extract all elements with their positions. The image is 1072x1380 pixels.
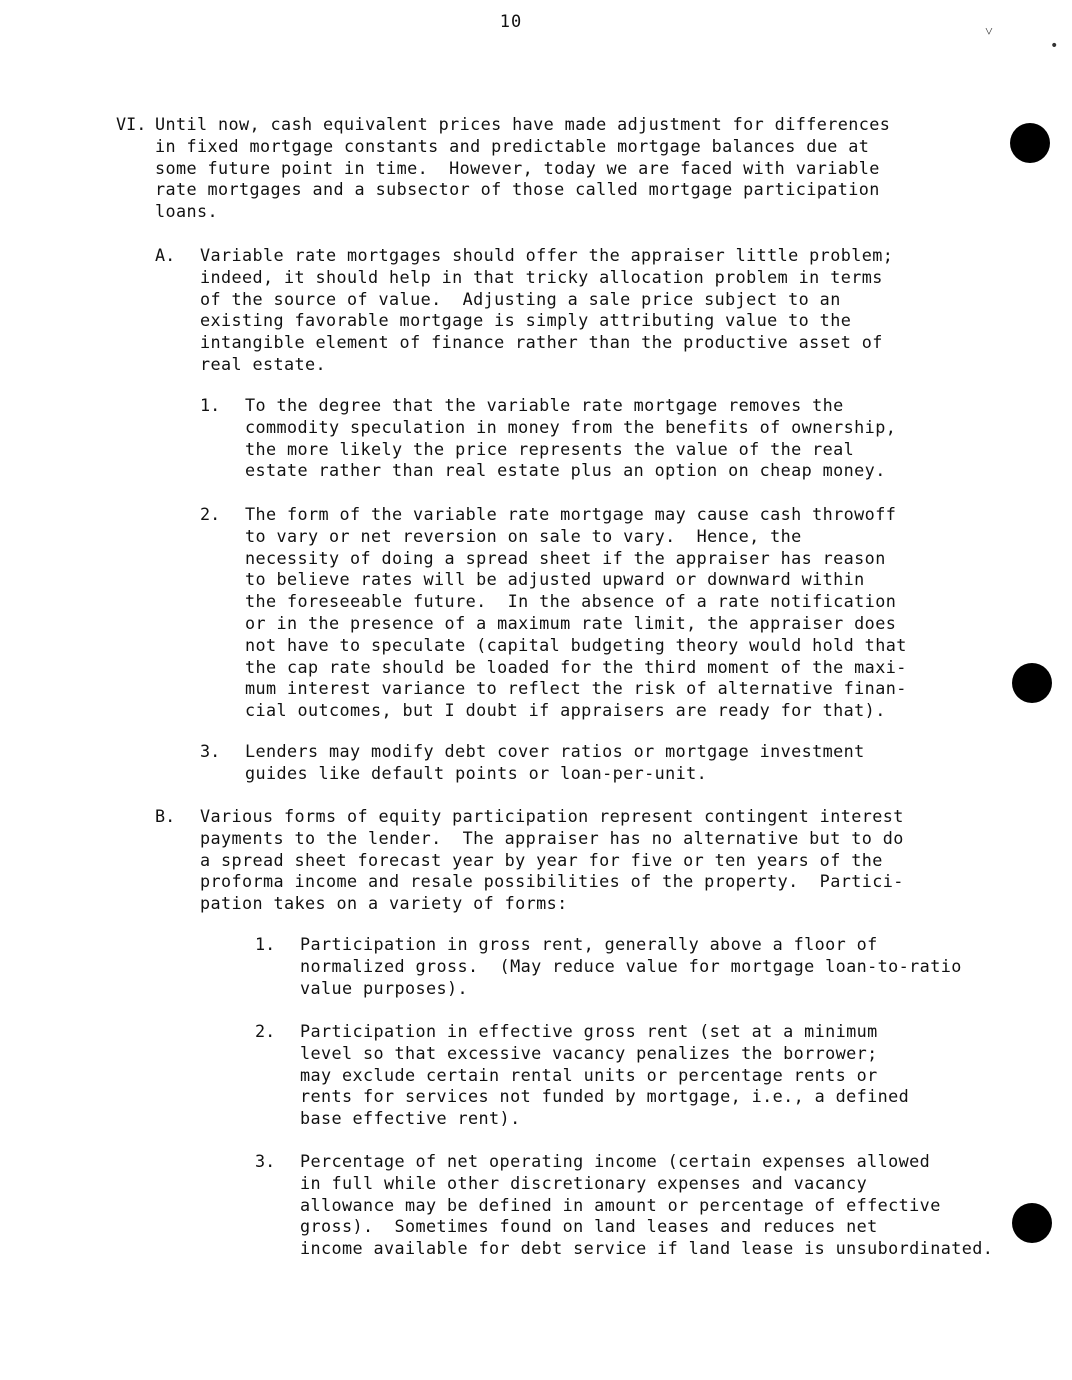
- item-a-label: A.: [155, 245, 176, 265]
- section-vi-label: VI.: [116, 114, 147, 134]
- item-b1-label: 1.: [255, 934, 276, 954]
- item-a1-label: 1.: [200, 395, 221, 415]
- item-b-text: Various forms of equity participation represent contingent interest payments to the lender. The appraiser has no alternative but to do a spread sheet forecast year by year for five or ten years of the proforma income and resale possibilities of the property. Partici- pation takes on a variety of forms:: [200, 806, 904, 914]
- item-b-label: B.: [155, 806, 176, 826]
- item-b3-label: 3.: [255, 1151, 276, 1171]
- item-a1-text: To the degree that the variable rate mortgage removes the commodity speculation in money from the benefits of ownership, the more likely the price represents the value of the real estate rather than real estate plus an option on cheap money.: [245, 395, 897, 481]
- section-vi-text: Until now, cash equivalent prices have made adjustment for differences in fixed mortgage constants and predictable mortgage balances due at some future point in time. However, today we are faced with variable rate mortgages and a subsector of those called mortgage participation loans.: [155, 114, 891, 222]
- binder-hole-bottom: [1012, 1203, 1052, 1243]
- binder-hole-top: [1010, 123, 1050, 163]
- item-a2-label: 2.: [200, 504, 221, 524]
- margin-mark-1: ˅: [985, 24, 993, 40]
- page-number: 10: [499, 12, 523, 32]
- binder-hole-middle: [1012, 663, 1052, 703]
- item-b1-text: Participation in gross rent, generally above a floor of normalized gross. (May reduce value for mortgage loan-to-ratio value purposes).: [300, 934, 962, 998]
- item-a3-label: 3.: [200, 741, 221, 761]
- item-b2-label: 2.: [255, 1021, 276, 1041]
- item-a-text: Variable rate mortgages should offer the appraiser little problem; indeed, it should help in that tricky allocation problem in terms of the source of value. Adjusting a sale price subject to an existing favorable mortgage is simply attributing value to the intangible element of finance rather than the productive asset of real estate.: [200, 245, 894, 374]
- item-b2-text: Participation in effective gross rent (set at a minimum level so that excessive vacancy penalizes the borrower; may exclude certain rental units or percentage rents or rents for services not funded by mortgage, i.e., a defined base effective rent).: [300, 1021, 910, 1129]
- item-a3-text: Lenders may modify debt cover ratios or mortgage investment guides like default points or loan-per-unit.: [245, 741, 865, 783]
- item-a2-text: The form of the variable rate mortgage may cause cash throwoff to vary or net reversion on sale to vary. Hence, the necessity of doing a spread sheet if the appraiser has reason to believe rates will be adjusted upward or downward within the foreseeable future. In the absence of a rate notification or in the presence of a maximum rate limit, the appraiser does not have to speculate (capital budgeting theory would hold that the cap rate should be loaded for the third moment of the maxi- mum interest variance to reflect the risk of alternative finan- cial outcomes, but I doubt if appraisers are ready for that).: [245, 504, 907, 721]
- item-b3-text: Percentage of net operating income (certain expenses allowed in full while other discretionary expenses and vacancy allowance may be defined in amount or percentage of effective gross). Sometimes found on land leases and reduces net income available for debt service if land lease is unsubordinated.: [300, 1151, 994, 1259]
- margin-mark-2: •: [1050, 38, 1059, 54]
